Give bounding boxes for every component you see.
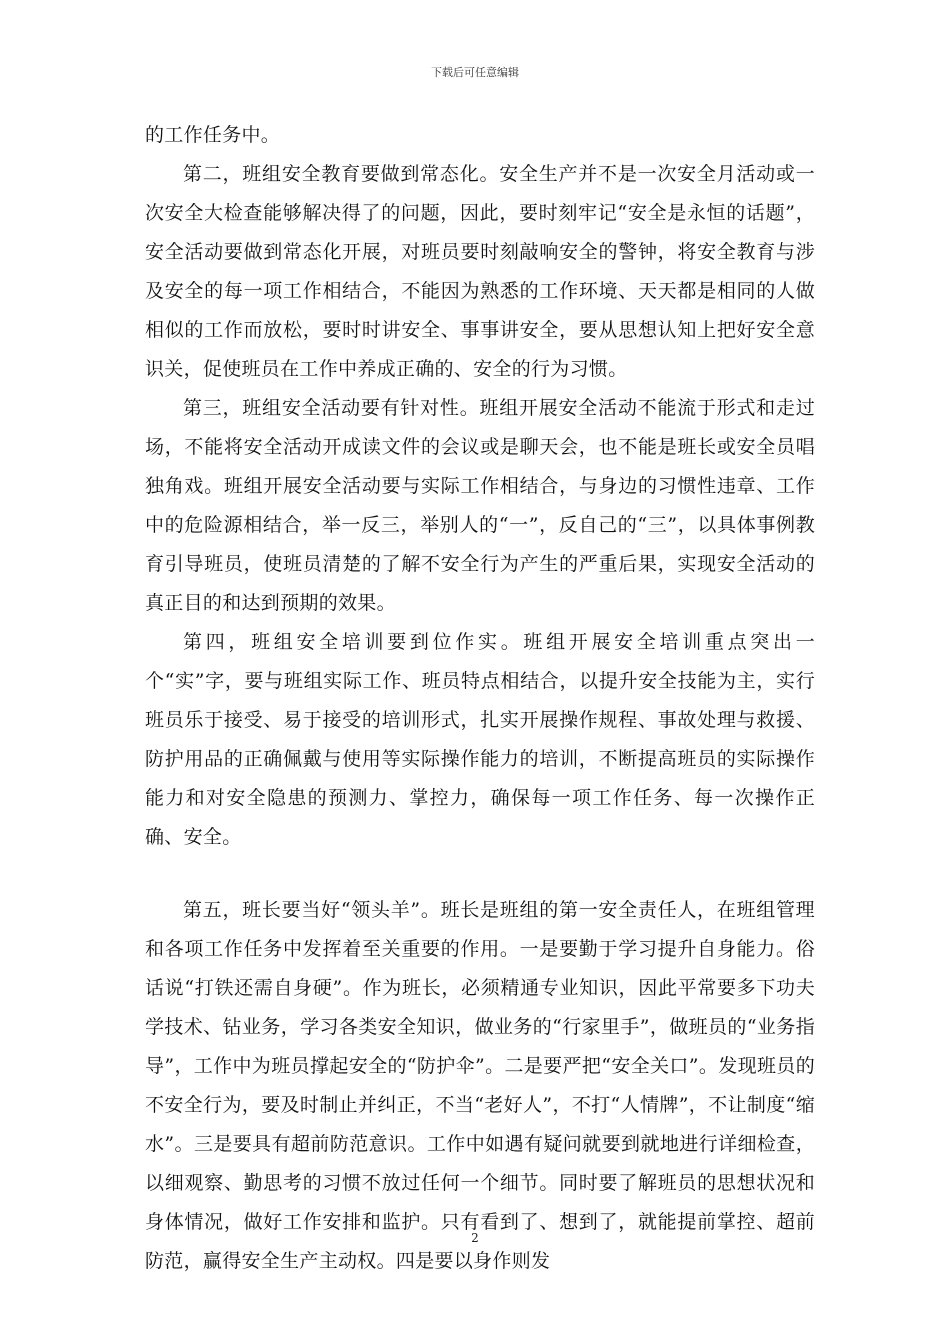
paragraph-fifth-point: 第五，班长要当好“领头羊”。班长是班组的第一安全责任人，在班组管理和各项工作任务中发挥着至关重要的作用。一是要勤于学习提升自身能力。俗话说“打铁还需自身硬”。作为班长，必须精通专业知识，因此平常要多下功夫学技术、钻业务，学习各类安全知识，做业务的“行家里手”，做班员的“业务指导”，工作中为班员撑起安全的“防护伞”。二是要严把“安全关口”。发现班员的不安全行为，要及时制止并纠正，不当“老好人”，不打“人情牌”，不让制度“缩水”。三是要具有超前防范意识。工作中如遇有疑问就要到就地进行详细检查，以细观察、勤思考的习惯不放过任何一个细节。同时要了解班员的思想状况和身体情况，做好工作安排和监护。只有看到了、想到了，就能提前掌控、超前防范，赢得安全生产主动权。四是要以身作则发 xyxy=(145,899,815,1272)
paragraph-fourth-point: 第四，班组安全培训要到位作实。班组开展安全培训重点突出一个“实”字，要与班组实际工作、班员特点相结合，以提升安全技能为主，实行班员乐于接受、易于接受的培训形式，扎实开展操作规程、事故处理与救援、防护用品的正确佩戴与使用等实际操作能力的培训，不断提高班员的实际操作能力和对安全隐患的预测力、掌控力，确保每一项工作任务、每一次操作正确、安全。 xyxy=(145,631,815,848)
page-header: 下载后可任意编辑 xyxy=(431,66,519,79)
paragraph-third-point: 第三，班组安全活动要有针对性。班组开展安全活动不能流于形式和走过场，不能将安全活动开成读文件的会议或是聊天会，也不能是班长或安全员唱独角戏。班组开展安全活动要与实际工作相结合，与身边的习惯性违章、工作中的危险源相结合，举一反三，举别人的“一”，反自己的“三”，以具体事例教育引导班员，使班员清楚的了解不安全行为产生的严重后果，实现安全活动的真正目的和达到预期的效果。 xyxy=(145,397,815,614)
page-number: 2 xyxy=(471,1231,479,1245)
paragraph-second-point: 第二，班组安全教育要做到常态化。安全生产并不是一次安全月活动或一次安全大检查能够解决得了的问题，因此，要时刻牢记“安全是永恒的话题”，安全活动要做到常态化开展，对班员要时刻敲响安全的警钟，将安全教育与涉及安全的每一项工作相结合，不能因为熟悉的工作环境、天天都是相同的人做相似的工作而放松，要时时讲安全、事事讲安全，要从思想认知上把好安全意识关，促使班员在工作中养成正确的、安全的行为习惯。 xyxy=(145,163,815,380)
paragraph-continuation: 的工作任务中。 xyxy=(145,124,281,146)
document-body xyxy=(145,116,815,1281)
